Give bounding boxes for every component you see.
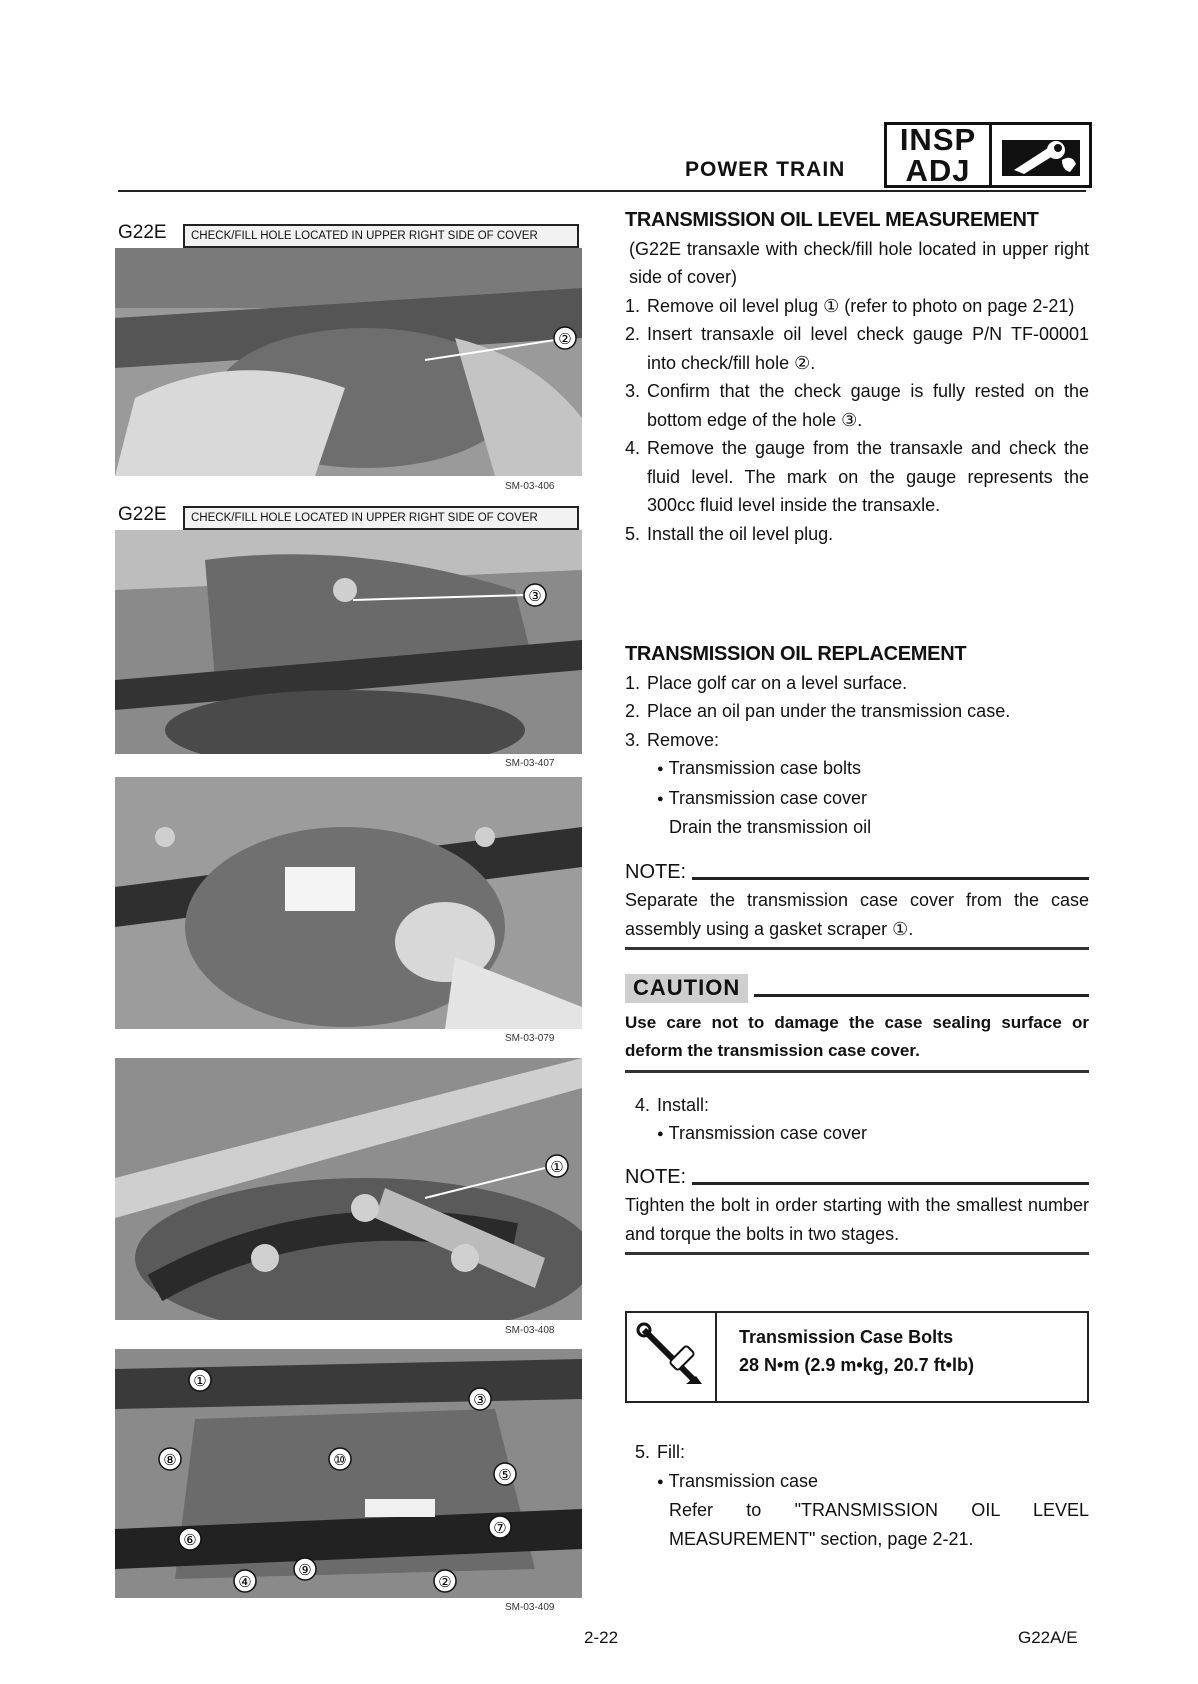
fill-reference: Refer to "TRANSMISSION OIL LEVEL MEASUREMENT" section, page 2-21. bbox=[669, 1500, 1089, 1549]
replace-step-3: 3. Remove: bbox=[625, 729, 720, 750]
note-1-header: NOTE: bbox=[625, 858, 1089, 887]
photo-5-callout-2: ② bbox=[438, 1574, 452, 1591]
oil-level-intro: (G22E transaxle with check/fill hole located in upper right side of cover) bbox=[629, 238, 1089, 287]
oil-replacement-section bbox=[625, 640, 1089, 1255]
oil-level-step-4: 4. Remove the gauge from the transaxle and check the fluid level. The mark on the gauge represents the 300cc fluid level inside the transaxle. bbox=[625, 438, 1089, 515]
install-item-cover: ● Transmission case cover bbox=[625, 1119, 1089, 1149]
oil-level-step-2: 2. Insert transaxle oil level check gauge P/N TF-00001 into check/fill hole ②. bbox=[625, 324, 1089, 373]
drain-text: Drain the transmission oil bbox=[669, 817, 872, 837]
insp-adj-badge bbox=[884, 122, 1092, 188]
oil-level-step-1: 1. Remove oil level plug ① (refer to photo on page 2-21) bbox=[625, 295, 1075, 316]
photo-5-callout-7: ⑦ bbox=[493, 1520, 507, 1537]
photo-5-code: SM-03-409 bbox=[505, 1602, 555, 1613]
photo-5-callout-8: ⑧ bbox=[163, 1452, 177, 1469]
page-number: 2-22 bbox=[584, 1628, 619, 1647]
torque-spec-box bbox=[625, 1311, 1089, 1403]
photo-5-callout-10: ⑩ bbox=[333, 1452, 347, 1469]
remove-item-bolts: ● Transmission case bolts bbox=[625, 754, 1089, 784]
photo-3-code: SM-03-079 bbox=[505, 1033, 555, 1044]
note-2-header: NOTE: bbox=[625, 1163, 1089, 1192]
photo-1-code: SM-03-406 bbox=[505, 481, 555, 492]
torque-title: Transmission Case Bolts bbox=[739, 1327, 954, 1347]
caution-header: CAUTION bbox=[625, 974, 1089, 1003]
photo-5-callout-5: ⑤ bbox=[498, 1467, 512, 1484]
oil-level-step-3: 3. Confirm that the check gauge is fully rested on the bottom edge of the hole ③. bbox=[625, 381, 1089, 430]
note-2-end-rule bbox=[625, 1252, 1089, 1255]
photo-2-model-tag: G22E bbox=[118, 504, 167, 525]
replace-step-5: 5. Fill: bbox=[635, 1442, 685, 1462]
photo-1-check-fill-hole bbox=[115, 248, 582, 476]
photo-4-gasket-scraper bbox=[115, 1058, 582, 1320]
photo-2-banner: CHECK/FILL HOLE LOCATED IN UPPER RIGHT SIDE OF COVER bbox=[183, 506, 579, 530]
oil-replacement-heading: TRANSMISSION OIL REPLACEMENT bbox=[625, 643, 967, 665]
model-code: G22A/E bbox=[1018, 1628, 1078, 1647]
oil-level-heading: TRANSMISSION OIL LEVEL MEASUREMENT bbox=[625, 209, 1039, 231]
section-header-title: POWER TRAIN bbox=[685, 158, 846, 181]
photo-1-callout-2: ② bbox=[558, 331, 572, 348]
photo-2-code: SM-03-407 bbox=[505, 758, 555, 769]
photo-5-bolt-sequence bbox=[115, 1349, 582, 1598]
header-rule bbox=[118, 190, 1086, 192]
torque-wrench-icon bbox=[627, 1313, 717, 1401]
badge-insp-text: INSP bbox=[899, 122, 977, 157]
fill-item-case: ● Transmission case bbox=[625, 1467, 1089, 1497]
photo-2-callout-3: ③ bbox=[528, 588, 542, 605]
photo-5-callout-9: ⑨ bbox=[298, 1562, 312, 1579]
replace-step-4: 4. Install: bbox=[635, 1094, 710, 1115]
note-1-text: Separate the transmission case cover from the case assembly using a gasket scraper ①. bbox=[625, 890, 1089, 939]
fill-section bbox=[625, 1438, 1089, 1553]
oil-level-section bbox=[625, 206, 1089, 548]
photo-5-callout-6: ⑥ bbox=[183, 1532, 197, 1549]
photo-5-callout-3: ③ bbox=[473, 1392, 487, 1409]
caution-text: Use care not to damage the case sealing surface or deform the transmission case cover. bbox=[625, 1012, 1089, 1060]
oil-level-step-5: 5. Install the oil level plug. bbox=[625, 523, 834, 544]
photo-4-code: SM-03-408 bbox=[505, 1325, 555, 1336]
remove-item-cover: ● Transmission case cover bbox=[625, 784, 1089, 814]
wrench-hand-icon bbox=[992, 125, 1089, 185]
photo-1-model-tag: G22E bbox=[118, 222, 167, 243]
badge-adj-text: ADJ bbox=[905, 153, 971, 188]
note-2-text: Tighten the bolt in order starting with the smallest number and torque the bolts in two stages. bbox=[625, 1195, 1089, 1244]
photo-5-callout-4: ④ bbox=[238, 1574, 252, 1591]
photo-1-banner: CHECK/FILL HOLE LOCATED IN UPPER RIGHT SIDE OF COVER bbox=[183, 224, 579, 248]
replace-step-2: 2. Place an oil pan under the transmission case. bbox=[625, 701, 1011, 721]
photo-2-check-fill-hole bbox=[115, 530, 582, 754]
photo-5-callout-1: ① bbox=[193, 1373, 207, 1390]
torque-value: 28 N•m (2.9 m•kg, 20.7 ft•lb) bbox=[739, 1355, 974, 1375]
photo-4-callout-1: ① bbox=[550, 1159, 564, 1176]
photo-3-case-cover bbox=[115, 777, 582, 1029]
replace-step-1: 1. Place golf car on a level surface. bbox=[625, 672, 908, 693]
